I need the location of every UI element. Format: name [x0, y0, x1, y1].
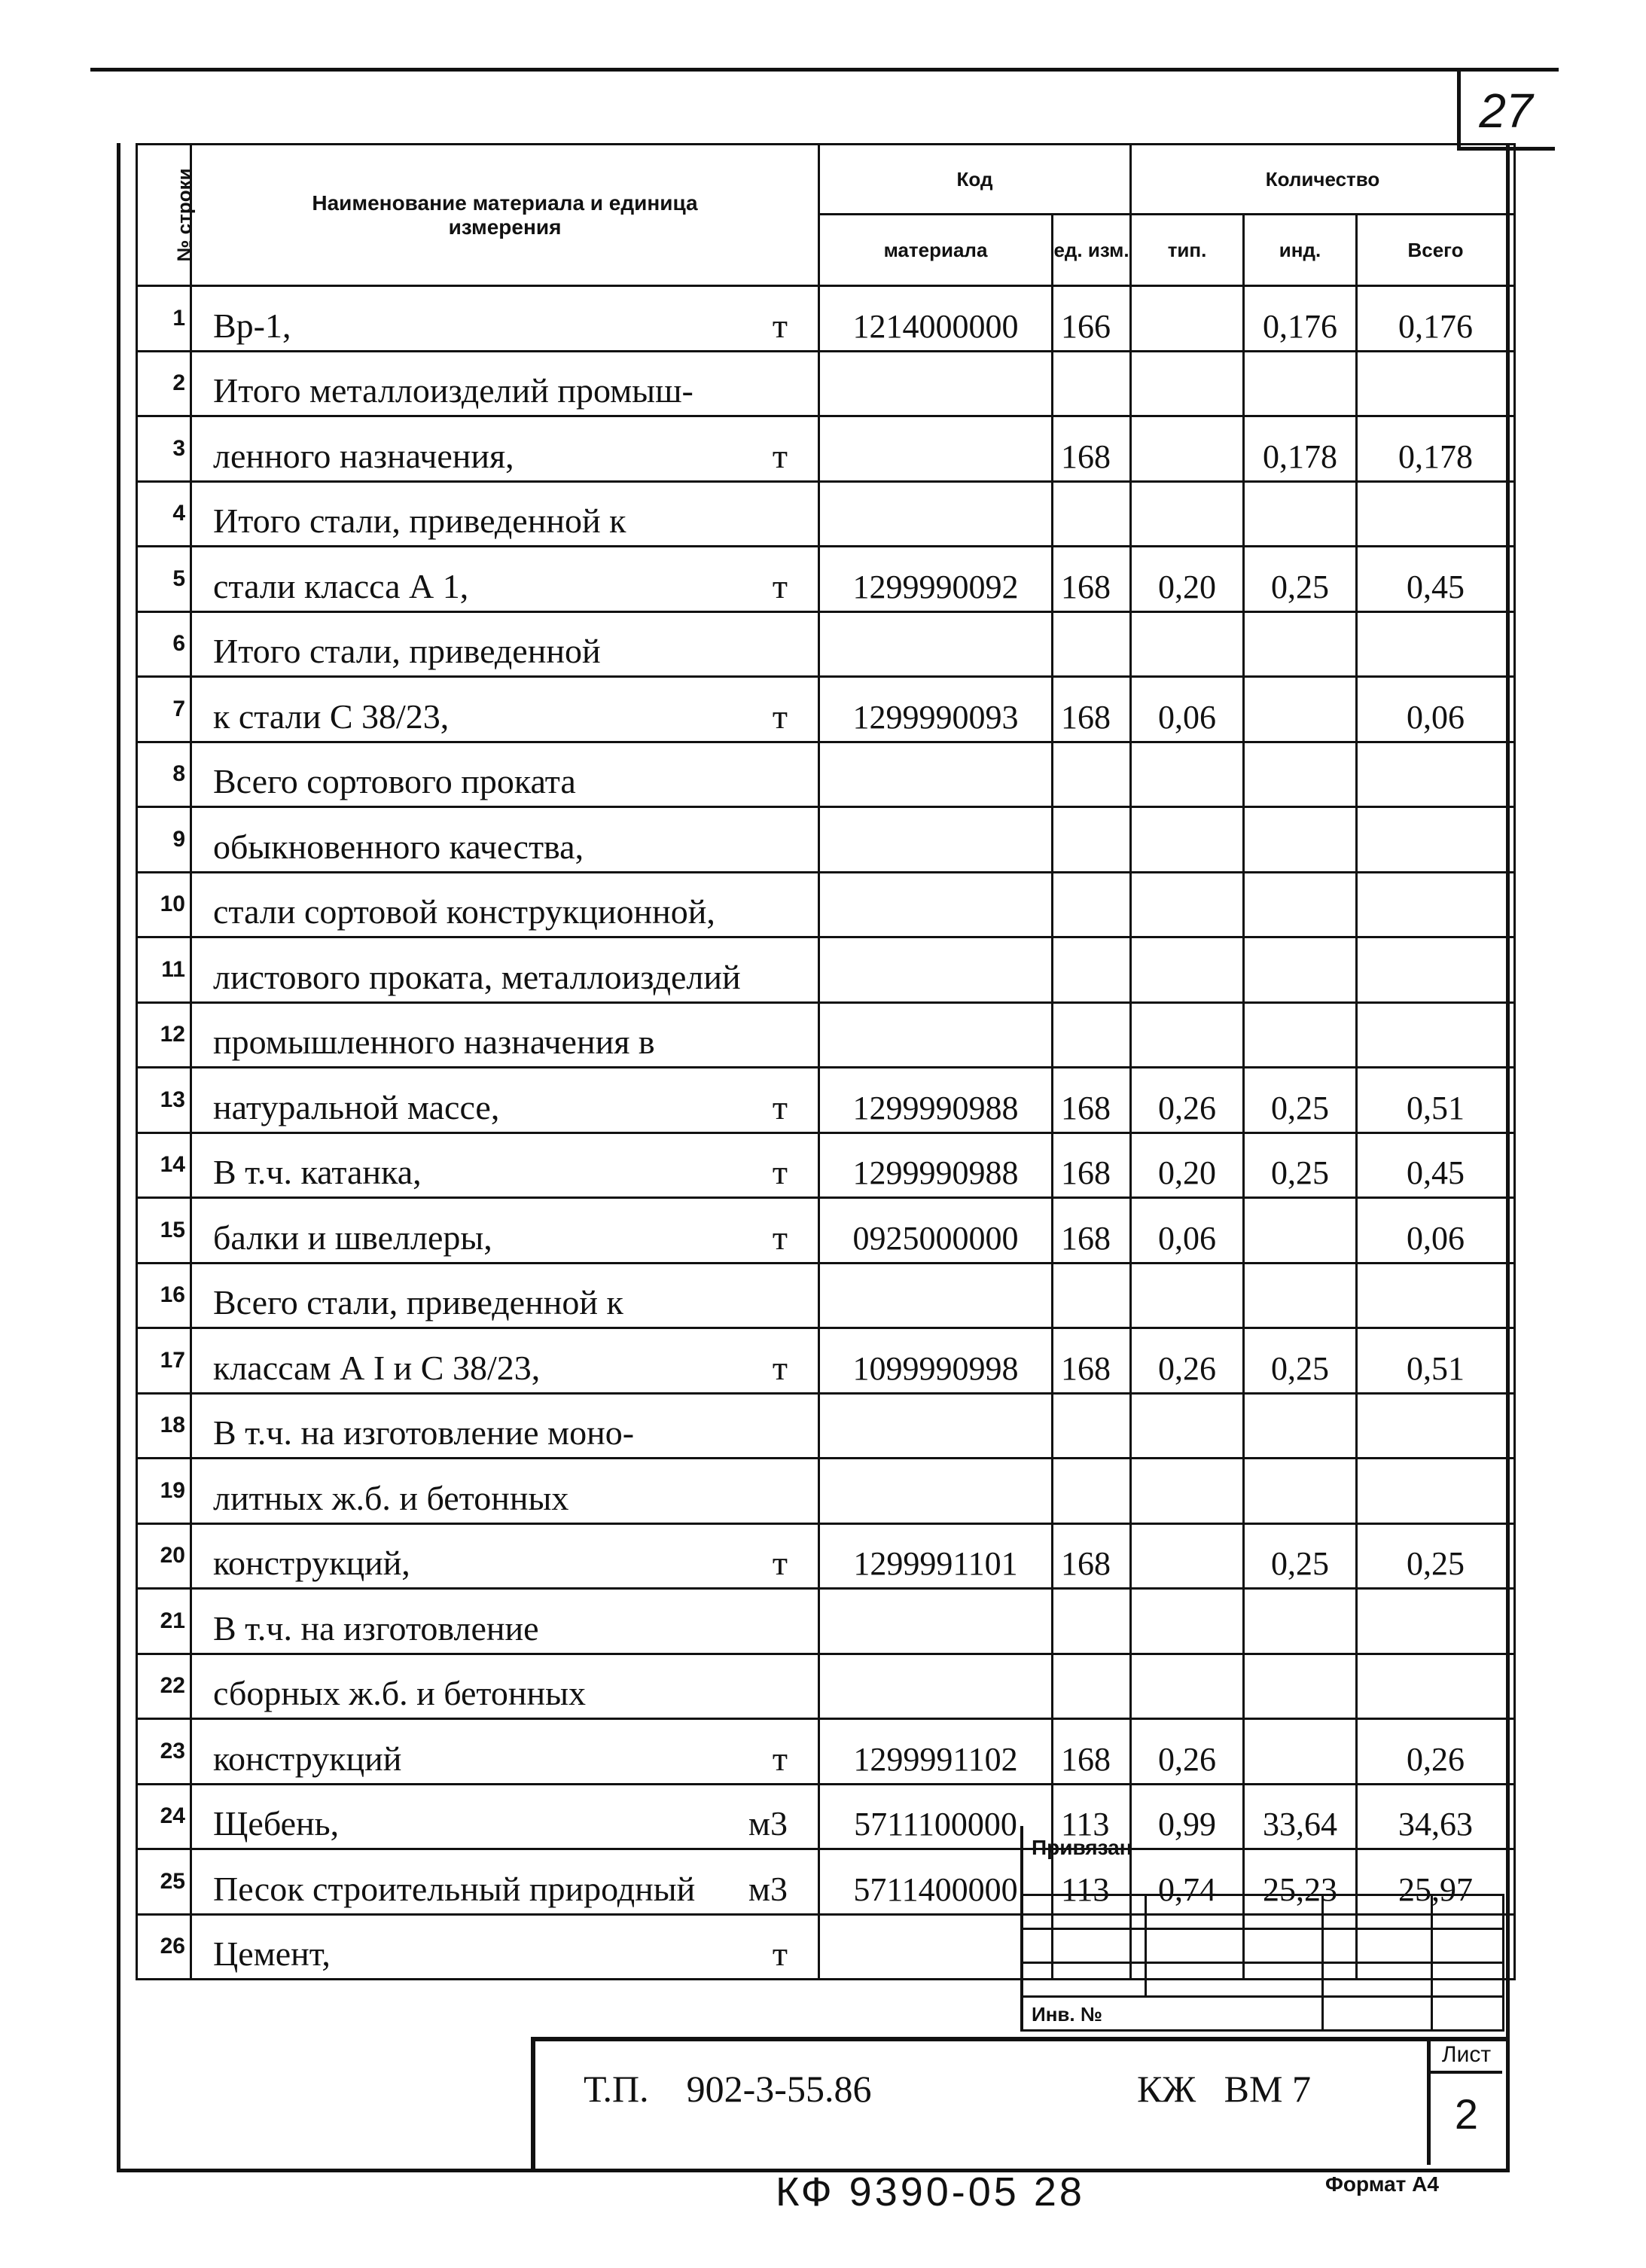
- material-name-text: балки и швеллеры,: [213, 1218, 492, 1257]
- document-code: Т.П. 902-3-55.86: [584, 2068, 872, 2110]
- unit-code: 168: [1053, 416, 1131, 482]
- material-name: [191, 1849, 819, 1915]
- row-number: 18: [137, 1393, 191, 1459]
- material-name-text: Цемент,: [213, 1934, 331, 1973]
- unit-mark: т: [772, 1218, 788, 1257]
- material-name-text: Вр-1,: [213, 306, 291, 345]
- header-row-number: № строки: [137, 145, 191, 286]
- material-name-text: ленного назначения,: [213, 436, 514, 475]
- row-number: 21: [137, 1589, 191, 1654]
- row-number: 22: [137, 1654, 191, 1719]
- qty-typ: [1131, 937, 1244, 1003]
- row-number: 17: [137, 1328, 191, 1394]
- qty-typ: [1131, 1393, 1244, 1459]
- qty-typ: [1131, 416, 1244, 482]
- qty-typ: [1131, 807, 1244, 873]
- header-qty-ind: инд.: [1244, 215, 1357, 286]
- row-number: 19: [137, 1459, 191, 1524]
- table-row: [137, 1002, 1515, 1068]
- header-quantity-group: Количество: [1131, 145, 1515, 215]
- unit-code: 168: [1053, 677, 1131, 742]
- qty-total: [1357, 1654, 1515, 1719]
- row-number: 5: [137, 547, 191, 612]
- table-row: [137, 807, 1515, 873]
- unit-mark: т: [772, 306, 788, 345]
- material-name: [191, 1914, 819, 1980]
- row-number: 3: [137, 416, 191, 482]
- unit-code: 168: [1053, 1523, 1131, 1589]
- material-name-text: Всего стали, приведенной к: [213, 1283, 623, 1321]
- material-code: 1299990988: [819, 1068, 1053, 1133]
- qty-typ: 0,99: [1131, 1784, 1244, 1849]
- material-code: [819, 1589, 1053, 1654]
- table-row: [137, 677, 1515, 742]
- table-row: [137, 1198, 1515, 1264]
- unit-code: 168: [1053, 1198, 1131, 1264]
- qty-ind: [1244, 481, 1357, 547]
- material-name-text: листового проката, металлоизделий: [213, 957, 741, 996]
- header-material-name: Наименование материала и единица измерения: [191, 145, 819, 286]
- qty-total: 0,26: [1357, 1719, 1515, 1785]
- qty-total: 0,06: [1357, 677, 1515, 742]
- qty-ind: [1244, 807, 1357, 873]
- qty-typ: [1131, 611, 1244, 677]
- binding-label: Привязан: [1032, 1836, 1132, 1859]
- qty-ind: [1244, 872, 1357, 937]
- table-row: [137, 481, 1515, 547]
- unit-code: [1053, 611, 1131, 677]
- unit-code: [1053, 872, 1131, 937]
- qty-typ: 0,26: [1131, 1719, 1244, 1785]
- material-code: [819, 611, 1053, 677]
- material-code: 1214000000: [819, 286, 1053, 352]
- table-row: [137, 872, 1515, 937]
- material-code: 5711400000: [819, 1849, 1053, 1915]
- row-number: 11: [137, 937, 191, 1003]
- row-number: 13: [137, 1068, 191, 1133]
- material-name: [191, 1719, 819, 1785]
- material-name: [191, 286, 819, 352]
- qty-total: [1357, 481, 1515, 547]
- header-qty-total: Всего: [1357, 215, 1515, 286]
- material-name: [191, 1459, 819, 1524]
- row-number: 6: [137, 611, 191, 677]
- qty-total: [1357, 807, 1515, 873]
- unit-mark: т: [772, 697, 788, 736]
- material-name: [191, 742, 819, 807]
- material-name-text: промышленного назначения в: [213, 1023, 655, 1061]
- qty-typ: [1131, 1263, 1244, 1328]
- paper-format: Формат А4: [1325, 2172, 1439, 2196]
- material-name: [191, 1393, 819, 1459]
- material-name-text: сборных ж.б. и бетонных: [213, 1674, 587, 1712]
- table-row: [137, 1719, 1515, 1785]
- qty-total: 0,45: [1357, 547, 1515, 612]
- material-name: [191, 807, 819, 873]
- material-code: [819, 807, 1053, 873]
- row-number: 24: [137, 1784, 191, 1849]
- material-code: [819, 1654, 1053, 1719]
- qty-ind: 0,25: [1244, 547, 1357, 612]
- material-name: [191, 1654, 819, 1719]
- archive-code: КФ 9390-05 28: [776, 2169, 1085, 2215]
- table-row: [137, 1459, 1515, 1524]
- row-number: 4: [137, 481, 191, 547]
- qty-typ: 0,06: [1131, 677, 1244, 742]
- material-name-text: к стали С 38/23,: [213, 697, 450, 736]
- row-number: 14: [137, 1132, 191, 1198]
- qty-ind: [1244, 1263, 1357, 1328]
- qty-typ: 0,20: [1131, 1132, 1244, 1198]
- table-row: [137, 1068, 1515, 1133]
- unit-mark: т: [772, 1087, 788, 1126]
- drawing-mark: КЖ ВМ 7: [1137, 2068, 1311, 2110]
- material-name: [191, 1328, 819, 1394]
- material-name: [191, 1132, 819, 1198]
- qty-typ: [1131, 1002, 1244, 1068]
- unit-code: [1053, 1654, 1131, 1719]
- table-row: [137, 416, 1515, 482]
- unit-code: [1053, 481, 1131, 547]
- qty-ind: [1244, 937, 1357, 1003]
- qty-total: 0,45: [1357, 1132, 1515, 1198]
- qty-ind: 0,176: [1244, 286, 1357, 352]
- material-name: [191, 481, 819, 547]
- material-name: [191, 1589, 819, 1654]
- row-number: 7: [137, 677, 191, 742]
- material-name-text: классам А I и С 38/23,: [213, 1348, 541, 1387]
- material-code: [819, 742, 1053, 807]
- qty-ind: [1244, 1198, 1357, 1264]
- material-name-text: Щебень,: [213, 1804, 340, 1843]
- qty-typ: 0,74: [1131, 1849, 1244, 1915]
- material-code: 1299991102: [819, 1719, 1053, 1785]
- qty-total: [1357, 1459, 1515, 1524]
- sheet-number: 2: [1454, 2090, 1479, 2138]
- qty-ind: 0,25: [1244, 1068, 1357, 1133]
- table-row: [137, 1654, 1515, 1719]
- unit-mark: т: [772, 566, 788, 605]
- material-name: [191, 547, 819, 612]
- qty-total: 0,176: [1357, 286, 1515, 352]
- qty-total: 0,25: [1357, 1523, 1515, 1589]
- unit-code: 168: [1053, 1068, 1131, 1133]
- unit-code: 168: [1053, 1132, 1131, 1198]
- row-number: 20: [137, 1523, 191, 1589]
- row-number: 23: [137, 1719, 191, 1785]
- qty-total: [1357, 742, 1515, 807]
- row-number: 9: [137, 807, 191, 873]
- material-code: [819, 1263, 1053, 1328]
- material-code: [819, 1002, 1053, 1068]
- qty-total: [1357, 351, 1515, 416]
- qty-total: [1357, 1589, 1515, 1654]
- header-code-material: материала: [819, 215, 1053, 286]
- material-code: 1299990988: [819, 1132, 1053, 1198]
- unit-code: 113: [1053, 1849, 1131, 1915]
- material-name-text: Всего сортового проката: [213, 762, 576, 800]
- material-name: [191, 351, 819, 416]
- unit-code: [1053, 937, 1131, 1003]
- table-row: [137, 742, 1515, 807]
- qty-ind: [1244, 1589, 1357, 1654]
- qty-typ: [1131, 1589, 1244, 1654]
- qty-typ: [1131, 1523, 1244, 1589]
- qty-total: 0,06: [1357, 1198, 1515, 1264]
- unit-code: [1053, 1002, 1131, 1068]
- page-number: 27: [1479, 84, 1533, 138]
- material-name-text: стали класса А 1,: [213, 566, 469, 605]
- material-code: 1099990998: [819, 1328, 1053, 1394]
- unit-code: 168: [1053, 1328, 1131, 1394]
- unit-mark: т: [772, 1544, 788, 1582]
- material-name: [191, 1002, 819, 1068]
- inventory-number-label: Инв. №: [1032, 2003, 1102, 2026]
- table-row: [137, 1393, 1515, 1459]
- table-row: [137, 286, 1515, 352]
- material-name: [191, 937, 819, 1003]
- qty-total: 0,178: [1357, 416, 1515, 482]
- material-name-text: литных ж.б. и бетонных: [213, 1478, 569, 1517]
- table-row: [137, 1589, 1515, 1654]
- row-number: 25: [137, 1849, 191, 1915]
- material-code: [819, 937, 1053, 1003]
- table-row: [137, 351, 1515, 416]
- material-name-text: В т.ч. на изготовление: [213, 1608, 539, 1648]
- unit-mark: м3: [748, 1804, 788, 1843]
- material-name: [191, 1523, 819, 1589]
- qty-ind: [1244, 351, 1357, 416]
- material-code: 5711100000: [819, 1784, 1053, 1849]
- material-code: [819, 416, 1053, 482]
- unit-code: [1053, 1589, 1131, 1654]
- qty-typ: [1131, 872, 1244, 937]
- material-code: [819, 481, 1053, 547]
- table-row: [137, 937, 1515, 1003]
- qty-ind: [1244, 611, 1357, 677]
- qty-typ: [1131, 1459, 1244, 1524]
- qty-ind: [1244, 1654, 1357, 1719]
- qty-typ: [1131, 481, 1244, 547]
- material-name: [191, 1198, 819, 1264]
- material-name-text: Итого металлоизделий промыш-: [213, 371, 693, 410]
- material-code: [819, 1914, 1053, 1980]
- qty-total: 0,51: [1357, 1068, 1515, 1133]
- material-code: [819, 1459, 1053, 1524]
- row-number: 2: [137, 351, 191, 416]
- material-name-text: В т.ч. катанка,: [213, 1153, 422, 1191]
- qty-ind: 25,23: [1244, 1849, 1357, 1915]
- unit-mark: т: [772, 436, 788, 475]
- table-row: [137, 1328, 1515, 1394]
- sheet-label: Лист: [1431, 2042, 1502, 2074]
- table-row: [137, 1523, 1515, 1589]
- qty-typ: 0,26: [1131, 1068, 1244, 1133]
- header-code-unit: ед. изм.: [1053, 215, 1131, 286]
- unit-mark: т: [772, 1934, 788, 1973]
- row-number: 1: [137, 286, 191, 352]
- qty-total: [1357, 1002, 1515, 1068]
- row-number: 16: [137, 1263, 191, 1328]
- header-qty-typ: тип.: [1131, 215, 1244, 286]
- materials-table: [136, 143, 1516, 1980]
- qty-ind: [1244, 742, 1357, 807]
- qty-typ: 0,20: [1131, 547, 1244, 612]
- unit-mark: т: [772, 1739, 788, 1778]
- unit-code: [1053, 1263, 1131, 1328]
- unit-mark: т: [772, 1153, 788, 1191]
- material-code: 1299990093: [819, 677, 1053, 742]
- unit-code: [1053, 1459, 1131, 1524]
- unit-mark: м3: [748, 1869, 788, 1908]
- qty-typ: [1131, 286, 1244, 352]
- material-name: [191, 611, 819, 677]
- row-number: 15: [137, 1198, 191, 1264]
- unit-code: 168: [1053, 547, 1131, 612]
- qty-ind: 0,25: [1244, 1523, 1357, 1589]
- row-number: 26: [137, 1914, 191, 1980]
- material-name: [191, 872, 819, 937]
- qty-typ: [1131, 742, 1244, 807]
- material-name-text: натуральной массе,: [213, 1087, 500, 1126]
- material-name-text: Итого стали, приведенной: [213, 632, 601, 670]
- unit-code: 168: [1053, 1719, 1131, 1785]
- material-code: 0925000000: [819, 1198, 1053, 1264]
- qty-typ: 0,06: [1131, 1198, 1244, 1264]
- material-name: [191, 677, 819, 742]
- material-name-text: конструкций: [213, 1739, 402, 1778]
- qty-total: 34,63: [1357, 1784, 1515, 1849]
- unit-code: 166: [1053, 286, 1131, 352]
- table-row: [137, 611, 1515, 677]
- material-name-text: Песок строительный природный: [213, 1869, 696, 1908]
- row-number: 12: [137, 1002, 191, 1068]
- qty-ind: 33,64: [1244, 1784, 1357, 1849]
- qty-total: 25,97: [1357, 1849, 1515, 1915]
- material-name: [191, 1068, 819, 1133]
- material-code: 1299991101: [819, 1523, 1053, 1589]
- qty-total: [1357, 1393, 1515, 1459]
- unit-code: [1053, 807, 1131, 873]
- qty-ind: 0,25: [1244, 1132, 1357, 1198]
- table-row: [137, 547, 1515, 612]
- material-name-text: конструкций,: [213, 1544, 410, 1582]
- unit-mark: т: [772, 1348, 788, 1387]
- qty-ind: [1244, 677, 1357, 742]
- unit-code: [1053, 742, 1131, 807]
- qty-typ: 0,26: [1131, 1328, 1244, 1394]
- row-number: 8: [137, 742, 191, 807]
- qty-total: 0,51: [1357, 1328, 1515, 1394]
- material-code: [819, 351, 1053, 416]
- header-code-group: Код: [819, 145, 1131, 215]
- qty-ind: [1244, 1459, 1357, 1524]
- qty-total: [1357, 1263, 1515, 1328]
- material-name-text: Итого стали, приведенной к: [213, 501, 626, 540]
- material-name-text: стали сортовой конструкционной,: [213, 892, 715, 931]
- unit-code: [1053, 351, 1131, 416]
- material-code: [819, 872, 1053, 937]
- material-code: [819, 1393, 1053, 1459]
- top-rule: [90, 68, 1559, 72]
- qty-typ: [1131, 351, 1244, 416]
- qty-ind: [1244, 1393, 1357, 1459]
- material-code: 1299990092: [819, 547, 1053, 612]
- material-name: [191, 416, 819, 482]
- row-number: 10: [137, 872, 191, 937]
- qty-total: [1357, 611, 1515, 677]
- table-row: [137, 1132, 1515, 1198]
- unit-code: 113: [1053, 1784, 1131, 1849]
- material-name-text: В т.ч. на изготовление моно-: [213, 1413, 635, 1452]
- qty-ind: [1244, 1002, 1357, 1068]
- qty-ind: [1244, 1719, 1357, 1785]
- material-name-text: обыкновенного качества,: [213, 827, 584, 866]
- material-name: [191, 1784, 819, 1849]
- table-row: [137, 1263, 1515, 1328]
- qty-total: [1357, 872, 1515, 937]
- unit-code: [1053, 1393, 1131, 1459]
- qty-total: [1357, 937, 1515, 1003]
- qty-typ: [1131, 1654, 1244, 1719]
- material-name: [191, 1263, 819, 1328]
- qty-ind: 0,178: [1244, 416, 1357, 482]
- qty-ind: 0,25: [1244, 1328, 1357, 1394]
